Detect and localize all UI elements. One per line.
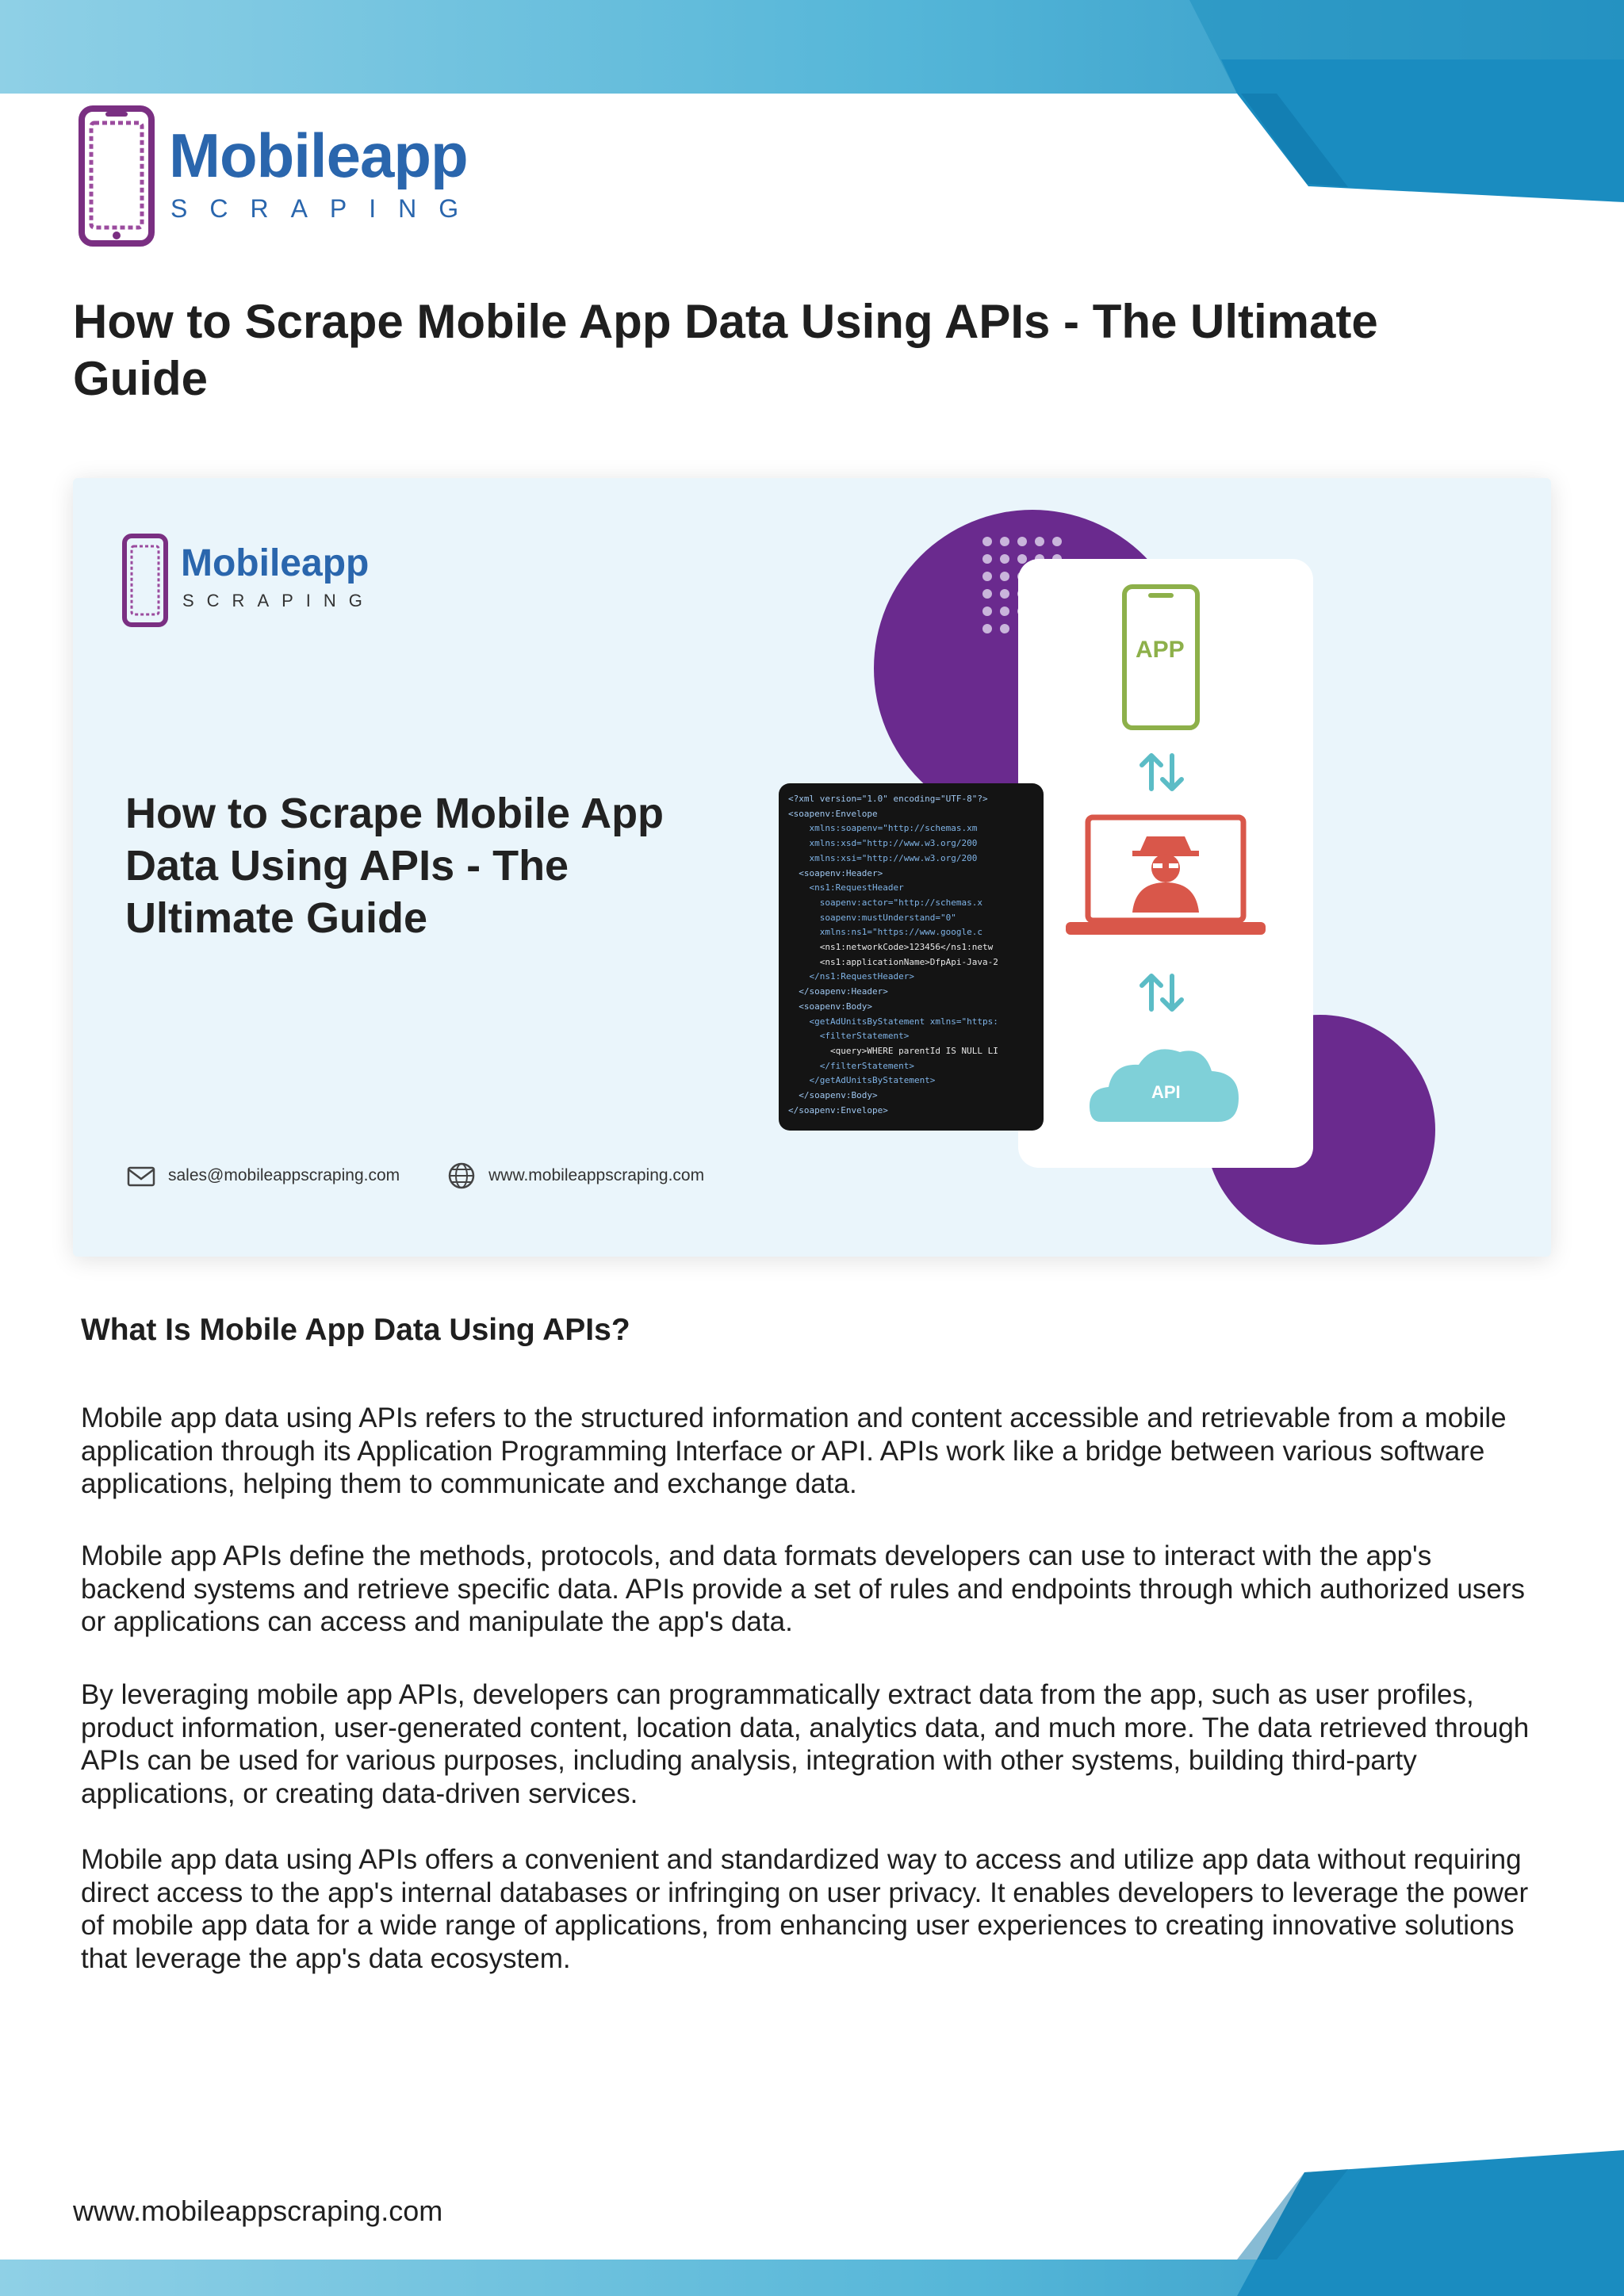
code-line: soapenv:mustUnderstand="0": [788, 912, 956, 923]
code-line: </filterStatement>: [788, 1060, 914, 1071]
section-heading: What Is Mobile App Data Using APIs?: [81, 1313, 630, 1347]
code-line: <soapenv:Body>: [788, 1001, 872, 1012]
code-line: <ns1:RequestHeader: [788, 882, 904, 894]
code-line: </soapenv:Header>: [788, 986, 888, 997]
code-line: soapenv:actor="http://schemas.x: [788, 897, 983, 908]
top-band: [0, 0, 1624, 94]
code-line: <getAdUnitsByStatement xmlns="https:: [788, 1016, 998, 1027]
code-line: <ns1:applicationName>DfpApi-Java-2: [788, 956, 998, 967]
app-label: APP: [1136, 637, 1185, 663]
banner-phone-logo-icon: [121, 534, 171, 629]
code-line: </soapenv:Body>: [788, 1090, 878, 1101]
brand-name: Mobileapp: [169, 121, 468, 190]
banner-title: How to Scrape Mobile App Data Using APIs - The Ultimate Guide: [125, 790, 665, 942]
code-line: <soapenv:Envelope: [788, 808, 878, 819]
code-line: </ns1:RequestHeader>: [788, 971, 914, 982]
code-line: </getAdUnitsByStatement>: [788, 1075, 936, 1086]
envelope-icon: [125, 1160, 157, 1192]
code-line: xmlns:soapenv="http://schemas.xm: [788, 823, 978, 834]
code-snippet: [788, 792, 1037, 1125]
paragraph: Mobile app data using APIs offers a convenient and standardized way to access and utilize app data without requiring direct access to the app's internal databases or infringing on user privacy. It enables developers to leverage the power of mobile app data for a wide range of applications, from enhancing user experiences to creating innovative solutions that leverage the app's data ecosystem.: [81, 1844, 1529, 1974]
banner-website: www.mobileappscraping.com: [488, 1166, 705, 1184]
banner-brand-tagline: SCRAPING: [182, 591, 375, 610]
banner-logo: [121, 526, 422, 637]
code-line: <filterStatement>: [788, 1031, 910, 1042]
paragraph: Mobile app APIs define the methods, protocols, and data formats developers can use to interact with the app's backend systems and retrieve specific data. APIs provide a set of rules and endpoints through which authorized users or applications can access and manipulate the app's data.: [81, 1540, 1526, 1637]
code-line: <query>WHERE parentId IS NULL LI: [788, 1045, 998, 1056]
phone-logo-icon: [75, 105, 158, 247]
globe-icon: [446, 1160, 477, 1192]
bottom-band: [0, 2260, 1624, 2296]
code-line: <soapenv:Header>: [788, 867, 883, 878]
hero-banner: [73, 478, 1551, 1257]
brand-tagline: SCRAPING: [170, 194, 481, 223]
banner-contact: [125, 1160, 704, 1192]
api-label: API: [1151, 1082, 1181, 1102]
paragraph: Mobile app data using APIs refers to the structured information and content accessible and retrievable from a mobile application through its Application Programming Interface or API. APIs work like a bridge between various software applications, helping them to communicate and exchange data.: [81, 1402, 1507, 1499]
page-title: How to Scrape Mobile App Data Using APIs - The Ultimate Guide: [73, 295, 1378, 405]
brand-logo[interactable]: [75, 105, 488, 248]
code-line: <ns1:networkCode>123456</ns1:netw: [788, 942, 994, 953]
code-line: xmlns:ns1="https://www.google.c: [788, 927, 983, 938]
code-line: xmlns:xsi="http://www.w3.org/200: [788, 852, 978, 863]
paragraph: By leveraging mobile app APIs, developers can programmatically extract data from the app, such as user profiles, product information, user-generated content, location data, analytics data, and much more. The data retrieved through APIs can be used for various purposes, including analysis, integration with other systems, building third-party applications, or creating data-driven services.: [81, 1679, 1530, 1809]
code-line: xmlns:xsd="http://www.w3.org/200: [788, 838, 978, 849]
code-line: </soapenv:Envelope>: [788, 1104, 888, 1115]
code-line: <?xml version="1.0" encoding="UTF-8"?>: [788, 794, 988, 804]
banner-email: sales@mobileappscraping.com: [168, 1166, 400, 1184]
banner-brand-name: Mobileapp: [181, 542, 370, 584]
footer-url-link[interactable]: www.mobileappscraping.com: [73, 2195, 443, 2227]
